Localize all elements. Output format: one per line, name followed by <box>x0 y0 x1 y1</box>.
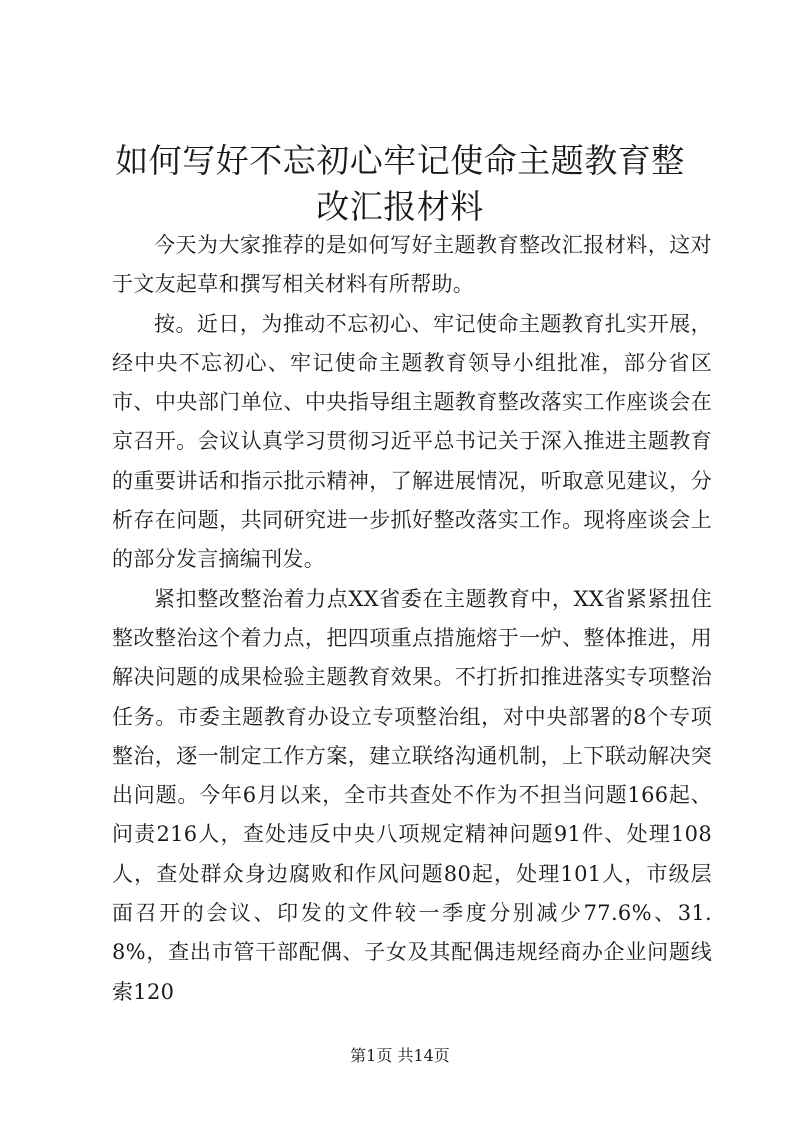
document-body <box>112 226 712 1012</box>
paragraph-content: 紧扣整改整治着力点XX省委在主题教育中，XX省紧紧扭住整改整治这个着力点，把四项重点措施熔于一炉、整体推进，用解决问题的成果检验主题教育效果。不打折扣推进落实专项整治任务。市委主题教育办设立专项整治组，对中央部署的8个专项整治，逐一制定工作方案，建立联络沟通机制，上下联动解决突出问题。今年6月以来，全市共查处不作为不担当问题166起、问责216人，查处违反中央八项规定精神问题91件、处理108人，查处群众身边腐败和作风问题80起，处理101人，市级层面召开的会议、印发的文件较一季度分别减少77.6%、31.8%，查出市管干部配偶、子女及其配偶违规经商办企业问题线索120 <box>112 586 712 1004</box>
paragraph-note: 按。近日，为推动不忘初心、牢记使命主题教育扎实开展，经中央不忘初心、牢记使命主题教育领导小组批准，部分省区市、中央部门单位、中央指导组主题教育整改落实工作座谈会在京召开。会议认真学习贯彻习近平总书记关于深入推进主题教育的重要讲话和指示批示精神，了解进展情况，听取意见建议，分析存在问题，共同研究进一步抓好整改落实工作。现将座谈会上的部分发言摘编刊发。 <box>112 311 712 572</box>
paragraph-intro: 今天为大家推荐的是如何写好主题教育整改汇报材料，这对于文友起草和撰写相关材料有所帮助。 <box>112 233 712 297</box>
page-footer: 第1页 共14页 <box>350 1046 450 1065</box>
document-title: 如何写好不忘初心牢记使命主题教育整改汇报材料 <box>115 141 685 226</box>
